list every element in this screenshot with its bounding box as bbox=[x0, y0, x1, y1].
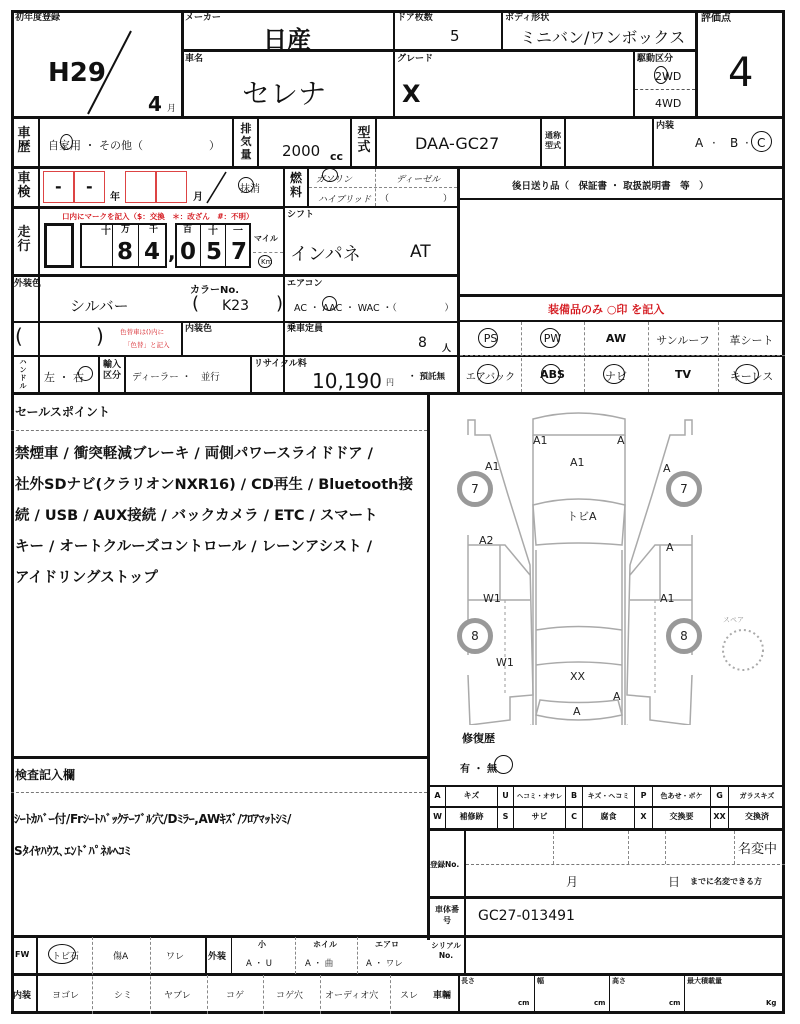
legend-code-c: C bbox=[571, 812, 577, 821]
inspection-expired-circle bbox=[238, 177, 254, 193]
color-change-open-paren: ( bbox=[15, 324, 23, 348]
drive-option-2wd: 2WD bbox=[655, 70, 682, 83]
legend-code-x: X bbox=[640, 812, 647, 821]
equipment-title: 装備品のみ ○印 を記入 bbox=[548, 303, 665, 316]
interior-grade-sep-2: · bbox=[745, 136, 749, 150]
score-label: 評価点 bbox=[701, 13, 731, 24]
score-value: 4 bbox=[728, 50, 754, 96]
mileage-label: 走行 bbox=[17, 225, 31, 254]
color-no-open-paren: ( bbox=[192, 293, 200, 314]
equipment-sunroof: サンルーフ bbox=[656, 334, 710, 347]
fuel-other: （ ） bbox=[380, 194, 453, 204]
maker-value: 日産 bbox=[263, 26, 311, 54]
equipment-aw: AW bbox=[605, 332, 627, 345]
sales-point-line: 続 / USB / AUX接続 / バックカメラ / ETC / スマート bbox=[15, 508, 378, 524]
damage-left-front-door: A2 bbox=[479, 534, 494, 547]
damage-right-front-door: A bbox=[666, 541, 674, 554]
legend-code-u: U bbox=[502, 791, 509, 800]
damage-front-bumper-left: A1 bbox=[533, 434, 548, 447]
exterior-aero-title: エアロ bbox=[375, 940, 399, 949]
exterior-aero-value: A ・ ワレ bbox=[366, 959, 403, 969]
aircon-selected-circle bbox=[322, 296, 337, 311]
equipment-navi: ナビ bbox=[605, 370, 627, 383]
color-change-close-paren: ) bbox=[96, 324, 104, 348]
damage-rear-bumper: A bbox=[573, 705, 581, 718]
interior-grade-c: C bbox=[757, 136, 766, 150]
legend-desc-xx: 交換済 bbox=[745, 812, 769, 821]
exterior-color-label: 外装色 bbox=[14, 279, 42, 289]
mileage-prefix-box bbox=[44, 223, 74, 268]
fuel-gasoline: ガソリン bbox=[316, 175, 353, 185]
equipment-airbag: エアバック bbox=[465, 372, 516, 383]
dim-max-load-label: 最大積載量 bbox=[687, 977, 722, 985]
legend-code-a: A bbox=[434, 791, 441, 800]
shift-label: シフト bbox=[287, 210, 315, 220]
exterior-label: 外装 bbox=[208, 952, 227, 962]
unit-selected-circle bbox=[258, 255, 272, 268]
exterior-wheel-title: ホイル bbox=[313, 940, 337, 949]
place-label-1k: 千 bbox=[149, 225, 159, 235]
body-type-label: ボディ形状 bbox=[505, 13, 550, 23]
first-registration-month: 4 bbox=[148, 92, 162, 116]
later-items-label: 後日送り品（ 保証書 ・ 取扱説明書 等 ） bbox=[512, 181, 709, 192]
slash-divider bbox=[85, 28, 135, 118]
legend-desc-w: 補修跡 bbox=[459, 812, 484, 821]
color-no-label: カラーNo. bbox=[190, 285, 240, 296]
dim-height-label: 高さ bbox=[612, 977, 626, 985]
damage-back-door: XX bbox=[570, 670, 586, 683]
recycle-unit: 円 bbox=[386, 378, 394, 387]
inspection-year-digit-2: - bbox=[86, 177, 93, 196]
dim-width-unit: cm bbox=[594, 999, 606, 1007]
inspection-year-digit-1: - bbox=[55, 177, 62, 196]
interior-grade-b: B bbox=[730, 136, 739, 150]
repair-history-value: 有 ・ 無 bbox=[460, 764, 497, 775]
color-no-value: K23 bbox=[222, 298, 249, 314]
place-label-100: 百 bbox=[183, 225, 193, 235]
inspector-note-line: ｼｰﾄｶﾊﾞｰ付/Frｼｰﾄﾊﾞｯｸﾃｰﾌﾞﾙ穴/Dﾐﾗｰ,AWｷｽﾞ/ﾌﾛｱﾏｯﾄｼﾐ/ bbox=[14, 812, 292, 826]
drive-label: 駆動区分 bbox=[637, 54, 674, 64]
legend-code-g: G bbox=[716, 791, 723, 800]
month-unit: 月 bbox=[193, 192, 203, 203]
legend-code-p: P bbox=[640, 791, 647, 800]
damage-front-bumper-right: A bbox=[617, 434, 625, 447]
common-model-label: 通称型式 bbox=[545, 131, 561, 150]
aircon-label: エアコン bbox=[287, 279, 323, 289]
import-value: ディーラー ・ 並行 bbox=[132, 372, 220, 383]
first-registration-label: 初年度登録 bbox=[15, 13, 61, 23]
legend-desc-x: 交換要 bbox=[669, 812, 694, 821]
mileage-mark-note: 口内にマークを記入（$：交換 ＊：改ざん #：不明） bbox=[62, 212, 254, 221]
exterior-small-value: A ・ U bbox=[246, 959, 272, 969]
name-change-label: 名変中 bbox=[738, 842, 778, 857]
capacity-value: 8 bbox=[418, 335, 427, 351]
inspector-notes-label: 検査記入欄 bbox=[15, 768, 76, 782]
inspection-month-box-1 bbox=[125, 171, 156, 203]
fuel-selected-circle bbox=[322, 168, 338, 182]
equipment-tv: TV bbox=[674, 368, 692, 381]
color-no-close-paren: ) bbox=[276, 293, 284, 314]
inspector-note-line: Sﾀｲﾔﾊｳｽ､ｴﾝﾄﾞﾊﾟﾈﾙﾍｺﾐ bbox=[14, 844, 131, 858]
damage-windshield: トビA bbox=[567, 510, 597, 523]
interior-grade-a: A bbox=[695, 136, 704, 150]
inspection-month-box-2 bbox=[156, 171, 187, 203]
sales-point-line: キー / オートクルーズコントロール / レーンアシスト / bbox=[15, 539, 373, 555]
fuel-label: 燃料 bbox=[289, 171, 302, 199]
serial-label: シリアルNo. bbox=[431, 941, 461, 960]
sales-point-line: 禁煙車 / 衝突軽減ブレーキ / 両側パワースライドドア / bbox=[15, 446, 373, 462]
fw-item-chip: トビ石 bbox=[52, 952, 80, 962]
grade-value: X bbox=[402, 80, 421, 108]
tire-right-front: 7 bbox=[666, 471, 702, 507]
history-selected-circle bbox=[60, 134, 73, 150]
equipment-leather-seat: 革シート bbox=[729, 334, 774, 347]
place-label-10: 十 bbox=[208, 226, 218, 237]
equipment-airbag-circle bbox=[477, 364, 499, 384]
interior-item-dirt: ヨゴレ bbox=[52, 991, 80, 1001]
fw-selected-circle bbox=[48, 944, 76, 964]
place-label-1: 一 bbox=[233, 226, 243, 237]
repair-history-label: 修復歴 bbox=[462, 732, 495, 745]
legend-desc-p: 色あせ・ボケ bbox=[660, 792, 703, 800]
tire-right-rear: 8 bbox=[666, 618, 702, 654]
damage-left-front-fender: A1 bbox=[485, 460, 500, 473]
car-name-value: セレナ bbox=[242, 77, 327, 110]
history-label: 車歴 bbox=[17, 126, 31, 155]
recycle-deposit: ・ 預託無 bbox=[408, 372, 445, 382]
chassis-number: GC27-013491 bbox=[478, 908, 575, 924]
history-value: 自家用 ・ その他（ ） bbox=[48, 139, 220, 152]
damage-right-front-fender: A bbox=[663, 462, 671, 475]
damage-left-rear-door: W1 bbox=[483, 592, 501, 605]
car-name-label: 車名 bbox=[185, 54, 204, 64]
legend-desc-b: キズ・ヘコミ bbox=[587, 792, 630, 800]
interior-item-tear: ヤブレ bbox=[164, 991, 191, 1001]
legend-desc-a: キズ bbox=[463, 791, 480, 800]
handle-value: 左 ・ 右 bbox=[44, 371, 84, 384]
slash-divider bbox=[204, 170, 228, 206]
color-change-note-2: 「色替」と記入 bbox=[124, 341, 170, 349]
equipment-navi-circle bbox=[603, 364, 625, 384]
damage-right-rear-door: A1 bbox=[660, 592, 675, 605]
mileage-digit-4: 5 bbox=[206, 239, 223, 265]
equipment-ps-circle bbox=[478, 328, 498, 348]
inspection-label: 車検 bbox=[17, 171, 31, 200]
grade-label: グレード bbox=[397, 54, 434, 64]
fuel-hybrid: ハイブリッド bbox=[318, 195, 372, 205]
legend-code-s: S bbox=[502, 812, 509, 821]
equipment-keyless: キーレス bbox=[729, 370, 774, 383]
interior-item-scuff: スレ bbox=[400, 991, 419, 1001]
registration-month-unit: 月 bbox=[566, 875, 579, 889]
spare-label: スペア bbox=[723, 616, 744, 624]
chassis-label: 車体番号 bbox=[435, 905, 459, 925]
place-label-100k: 十 bbox=[101, 226, 111, 237]
registration-label: 登録No. bbox=[430, 860, 460, 869]
model-value: DAA-GC27 bbox=[415, 134, 500, 153]
legend-desc-c: 腐食 bbox=[600, 812, 617, 821]
equipment-abs: ABS bbox=[540, 368, 565, 381]
doors-label: ドア枚数 bbox=[397, 13, 433, 23]
displacement-value: 2000 bbox=[282, 142, 321, 160]
capacity-unit: 人 bbox=[442, 344, 452, 354]
body-type-value: ミニバン/ワンボックス bbox=[520, 28, 686, 47]
maker-label: メーカー bbox=[185, 13, 221, 23]
legend-desc-g: ガラスキズ bbox=[739, 792, 775, 800]
equipment-pw: PW bbox=[543, 332, 562, 345]
month-unit: 月 bbox=[167, 104, 177, 114]
unit-mile: マイル bbox=[254, 234, 278, 243]
tire-left-front: 7 bbox=[457, 471, 493, 507]
color-change-note-1: 色替車は()内に bbox=[120, 328, 165, 336]
damage-left-rear-quarter: W1 bbox=[496, 656, 514, 669]
interior-label: 内装 bbox=[13, 991, 32, 1001]
sales-point-line: アイドリングストップ bbox=[15, 570, 158, 586]
car-diagram bbox=[430, 395, 785, 725]
sales-points-label: セールスポイント bbox=[15, 405, 110, 419]
fw-item-crack: ワレ bbox=[166, 952, 185, 962]
handle-label: ハンドル bbox=[19, 358, 27, 390]
interior-selected-circle bbox=[751, 131, 772, 152]
shift-type: AT bbox=[410, 242, 431, 262]
equipment-keyless-circle bbox=[735, 364, 759, 384]
interior-item-audio-hole: オーディオ穴 bbox=[325, 991, 379, 1001]
equipment-pw-circle bbox=[540, 328, 560, 348]
legend-desc-u: ヘコミ・オサレ bbox=[516, 792, 563, 800]
registration-day-unit: 日 bbox=[668, 875, 681, 889]
doors-value: 5 bbox=[450, 27, 460, 45]
interior-grade-label: 内装 bbox=[656, 121, 675, 131]
mileage-digit-1: 8 bbox=[117, 239, 134, 265]
legend-code-w: W bbox=[433, 812, 442, 821]
damage-hood: A1 bbox=[570, 456, 585, 469]
place-label-10k: 万 bbox=[121, 225, 131, 235]
dims-label: 車輛 bbox=[433, 991, 452, 1001]
unit-km: Km bbox=[261, 258, 273, 266]
fuel-diesel: ディーゼル bbox=[396, 175, 441, 185]
dim-height-unit: cm bbox=[669, 999, 681, 1007]
recycle-fee: 10,190 bbox=[312, 369, 382, 393]
name-change-deadline: までに名変できる方 bbox=[690, 877, 762, 886]
displacement-unit: cc bbox=[330, 150, 344, 163]
exterior-color-value: シルバー bbox=[70, 297, 129, 315]
interior-grade-sep-1: · bbox=[712, 136, 716, 150]
equipment-abs-circle bbox=[541, 364, 561, 384]
mileage-separator: , bbox=[168, 240, 176, 264]
import-label: 輸入区分 bbox=[102, 360, 121, 381]
sales-point-line: 社外SDナビ(クラリオンNXR16) / CD再生 / Bluetooth接 bbox=[15, 477, 413, 493]
interior-color-label: 内装色 bbox=[185, 324, 213, 334]
legend-desc-s: サビ bbox=[531, 812, 548, 821]
fw-item-damage-a: 傷A bbox=[113, 952, 129, 962]
mileage-digit-2: 4 bbox=[144, 239, 161, 265]
interior-item-stain: シミ bbox=[114, 991, 133, 1001]
shift-position: インパネ bbox=[290, 244, 361, 265]
mileage-digit-3: 0 bbox=[180, 239, 197, 265]
interior-item-burn-hole: コゲ穴 bbox=[276, 991, 304, 1001]
legend-code-xx: XX bbox=[713, 812, 726, 821]
drive-option-4wd: 4WD bbox=[655, 97, 682, 110]
dim-length-unit: cm bbox=[518, 999, 530, 1007]
equipment-ps: PS bbox=[483, 332, 498, 345]
aircon-value: AC ・ AAC ・ WAC ・（ ） bbox=[294, 303, 454, 314]
dim-max-load-unit: Kg bbox=[766, 999, 777, 1007]
drive-selected-circle bbox=[654, 66, 668, 84]
recycle-label: リサイクル料 bbox=[254, 359, 307, 369]
legend-code-b: B bbox=[570, 791, 578, 800]
mileage-digit-5: 7 bbox=[231, 239, 248, 265]
repair-history-selected-circle bbox=[494, 755, 513, 774]
dim-width-label: 幅 bbox=[537, 977, 544, 985]
tire-left-rear: 8 bbox=[457, 618, 493, 654]
capacity-label: 乗車定員 bbox=[287, 324, 324, 334]
displacement-label: 排気量 bbox=[240, 122, 252, 161]
first-registration-year: H29 bbox=[48, 58, 106, 88]
exterior-small-title: 小 bbox=[258, 940, 266, 949]
inspection-expired: 抹消 bbox=[240, 184, 260, 195]
damage-rear-bumper-right: A bbox=[613, 690, 621, 703]
spare-tire-icon bbox=[723, 630, 763, 670]
exterior-wheel-value: A ・ 曲 bbox=[305, 959, 334, 969]
dim-length-label: 長さ bbox=[461, 977, 475, 985]
handle-selected-circle bbox=[78, 366, 93, 381]
model-label: 型式 bbox=[357, 126, 371, 155]
year-unit: 年 bbox=[110, 192, 120, 203]
fw-label: FW bbox=[15, 950, 30, 959]
interior-item-burn: コゲ bbox=[226, 991, 245, 1001]
